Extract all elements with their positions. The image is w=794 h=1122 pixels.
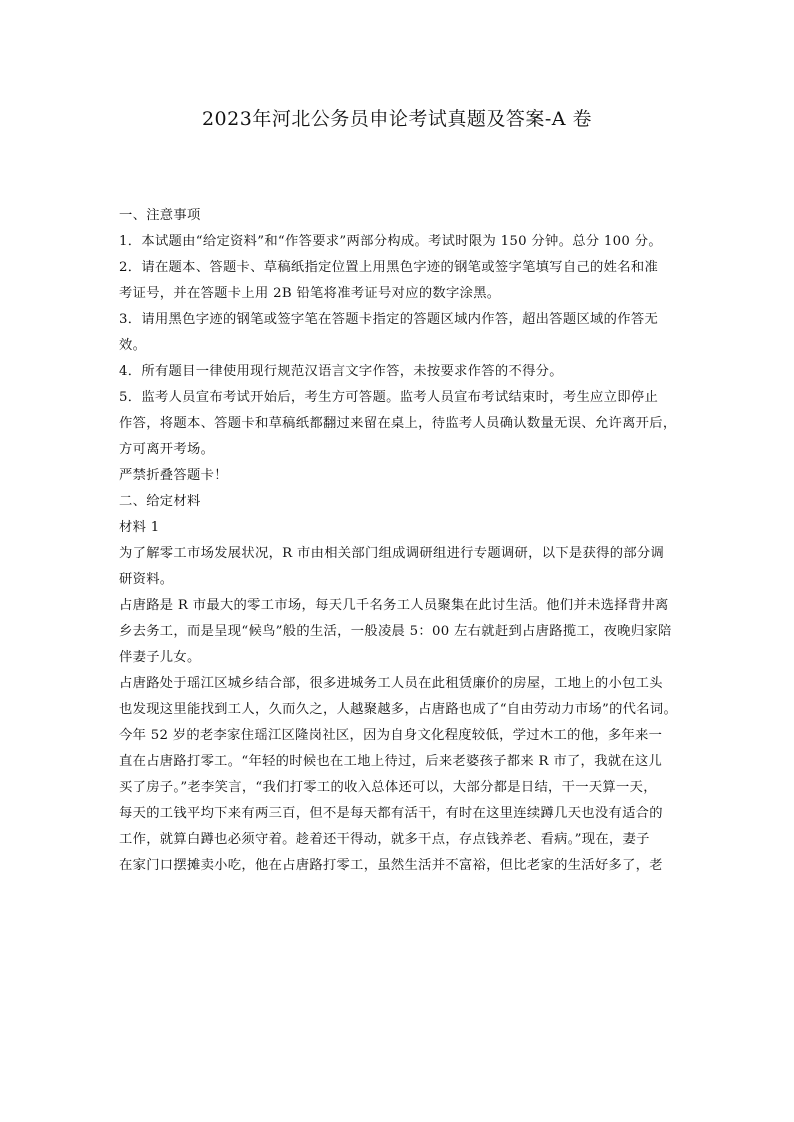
material-1-heading: 材料 1 [119,520,160,535]
warning-line: 严禁折叠答题卡！ [119,468,228,483]
paragraph-line: 乡去务工，而是呈现“候鸟”般的生活，一般凌晨 5：00 左右就赶到占唐路揽工，夜晚归家陪 [119,624,672,639]
document-title: 2023年河北公务员申论考试真题及答案-A 卷 [201,108,593,130]
document-body [119,203,709,879]
note-2: 2．请在题本、答题卡、草稿纸指定位置上用黑色字迹的钢笔或签字笔填写自己的姓名和准 [119,260,659,275]
paragraph-line: 伴妻子儿女。 [119,650,201,665]
note-5-cont: 作答，将题本、答题卡和草稿纸都翻过来留在桌上，待监考人员确认数量无误、允许离开后， [119,416,677,431]
note-3: 3．请用黑色字迹的钢笔或签字笔在答题卡指定的答题区域内作答，超出答题区域的作答无 [119,312,659,327]
note-5: 5．监考人员宣布考试开始后，考生方可答题。监考人员宣布考试结束时，考生应立即停止 [119,390,659,405]
paragraph-line: 占唐路处于瑶江区城乡结合部，很多进城务工人员在此租赁廉价的房屋，工地上的小包工头 [119,676,663,691]
paragraph-line: 也发现这里能找到工人，久而久之，人越聚越多，占唐路也成了“自由劳动力市场”的代名词。 [119,702,678,717]
note-3-cont: 效。 [119,338,147,353]
paragraph-line: 买了房子。”老李笑言，“我们打零工的收入总体还可以，大部分都是日结，干一天算一天， [119,780,657,795]
note-1: 1．本试题由“给定资料”和“作答要求”两部分构成。考试时限为 150 分钟。总分 100 分。 [119,234,662,249]
section-heading-notes: 一、注意事项 [119,208,201,223]
note-5-cont: 方可离开考场。 [119,442,215,457]
paragraph-line: 每天的工钱平均下来有两三百，但不是每天都有活干，有时在这里连续蹲几天也没有适合的 [119,806,663,821]
note-2-cont: 考证号，并在答题卡上用 2B 铅笔将准考证号对应的数字涂黑。 [119,286,501,301]
paragraph-line: 占唐路是 R 市最大的零工市场，每天几千名务工人员聚集在此讨生活。他们并未选择背井离 [119,598,669,613]
paragraph-line: 今年 52 岁的老李家住瑶江区隆岗社区，因为自身文化程度较低，学过木工的他，多年来一 [119,728,663,743]
section-heading-materials: 二、给定材料 [119,494,201,509]
paragraph-line: 工作，就算白蹲也必须守着。趁着还干得动，就多干点，存点钱养老、看病。”现在，妻子 [119,832,650,847]
paragraph-line: 直在占唐路打零工。“年轻的时候也在工地上待过，后来老婆孩子都来 R 市了，我就在这儿 [119,754,663,769]
paragraph-line: 在家门口摆摊卖小吃，他在占唐路打零工，虽然生活并不富裕，但比老家的生活好多了，老 [119,858,663,873]
paragraph-line: 为了解零工市场发展状况，R 市由相关部门组成调研组进行专题调研，以下是获得的部分调 [119,546,665,561]
paragraph-line: 研资料。 [119,572,174,587]
note-4: 4．所有题目一律使用现行规范汉语言文字作答，未按要求作答的不得分。 [119,364,563,379]
